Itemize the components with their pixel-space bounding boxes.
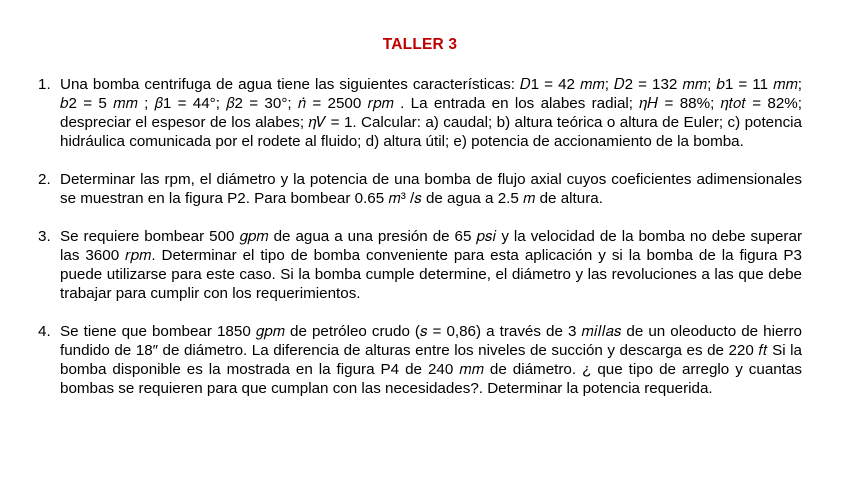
document-title: TALLER 3 (382, 36, 458, 53)
problem-item (38, 75, 802, 151)
problem-item (38, 170, 802, 208)
problem-item (38, 227, 802, 303)
problem-text: Una bomba centrifuga de agua tiene las siguientes características: 𝐷1 = 42 𝑚𝑚; 𝐷2 = 132 𝑚𝑚; 𝑏1 = 11 𝑚𝑚; 𝑏2 = 5 𝑚𝑚 ; 𝛽1 = 44°; 𝛽2 = 30°; 𝑛̇ = 2500 𝑟𝑝𝑚 . La entrada en los alabes radial; 𝜂𝐻 = 88%; 𝜂𝑡𝑜𝑡 = 82%; despreciar el espesor de los alabes; 𝜂𝑉 = 1. Calcular: a) caudal; b) altura teórica o altura de Euler; c) potencia hidráulica comunicada por el rodete al fluido; d) altura útil; e) potencia de accionamiento de la bomba. (60, 76, 802, 150)
problem-number: 4. (38, 323, 51, 340)
problem-number: 3. (38, 228, 51, 245)
problem-number: 2. (38, 171, 51, 188)
problem-number: 1. (38, 76, 51, 93)
problem-item (38, 322, 802, 398)
problem-text: Se tiene que bombear 1850 𝑔𝑝𝑚 de petróleo crudo (𝑠 = 0,86) a través de 3 𝑚𝑖𝑙𝑙𝑎𝑠 de un oleoducto de hierro fundido de 18″ de diámetro. La diferencia de alturas entre los niveles de succión y descarga es de 220 𝑓𝑡 Si la bomba disponible es la mostrada en la figura P4 de 240 𝑚𝑚 de diámetro. ¿ que tipo de arreglo y cuantas bombas se requieren para que cumplan con las necesidades?. Determinar la potencia requerida. (60, 323, 802, 397)
problem-text: Se requiere bombear 500 𝑔𝑝𝑚 de agua a una presión de 65 𝑝𝑠𝑖 y la velocidad de la bomba no debe superar las 3600 𝑟𝑝𝑚. Determinar el tipo de bomba conveniente para esta aplicación y si la bomba de la figura P3 puede utilizarse para este caso. Si la bomba cumple determine, el diámetro y las revoluciones a las que debe trabajar para cumplir con los requerimientos. (60, 228, 802, 302)
problem-text: Determinar las rpm, el diámetro y la potencia de una bomba de flujo axial cuyos coeficientes adimensionales se muestran en la figura P2. Para bombear 0.65 𝑚³ /𝑠 de agua a 2.5 𝑚 de altura. (60, 171, 802, 207)
problem-list (38, 75, 802, 398)
